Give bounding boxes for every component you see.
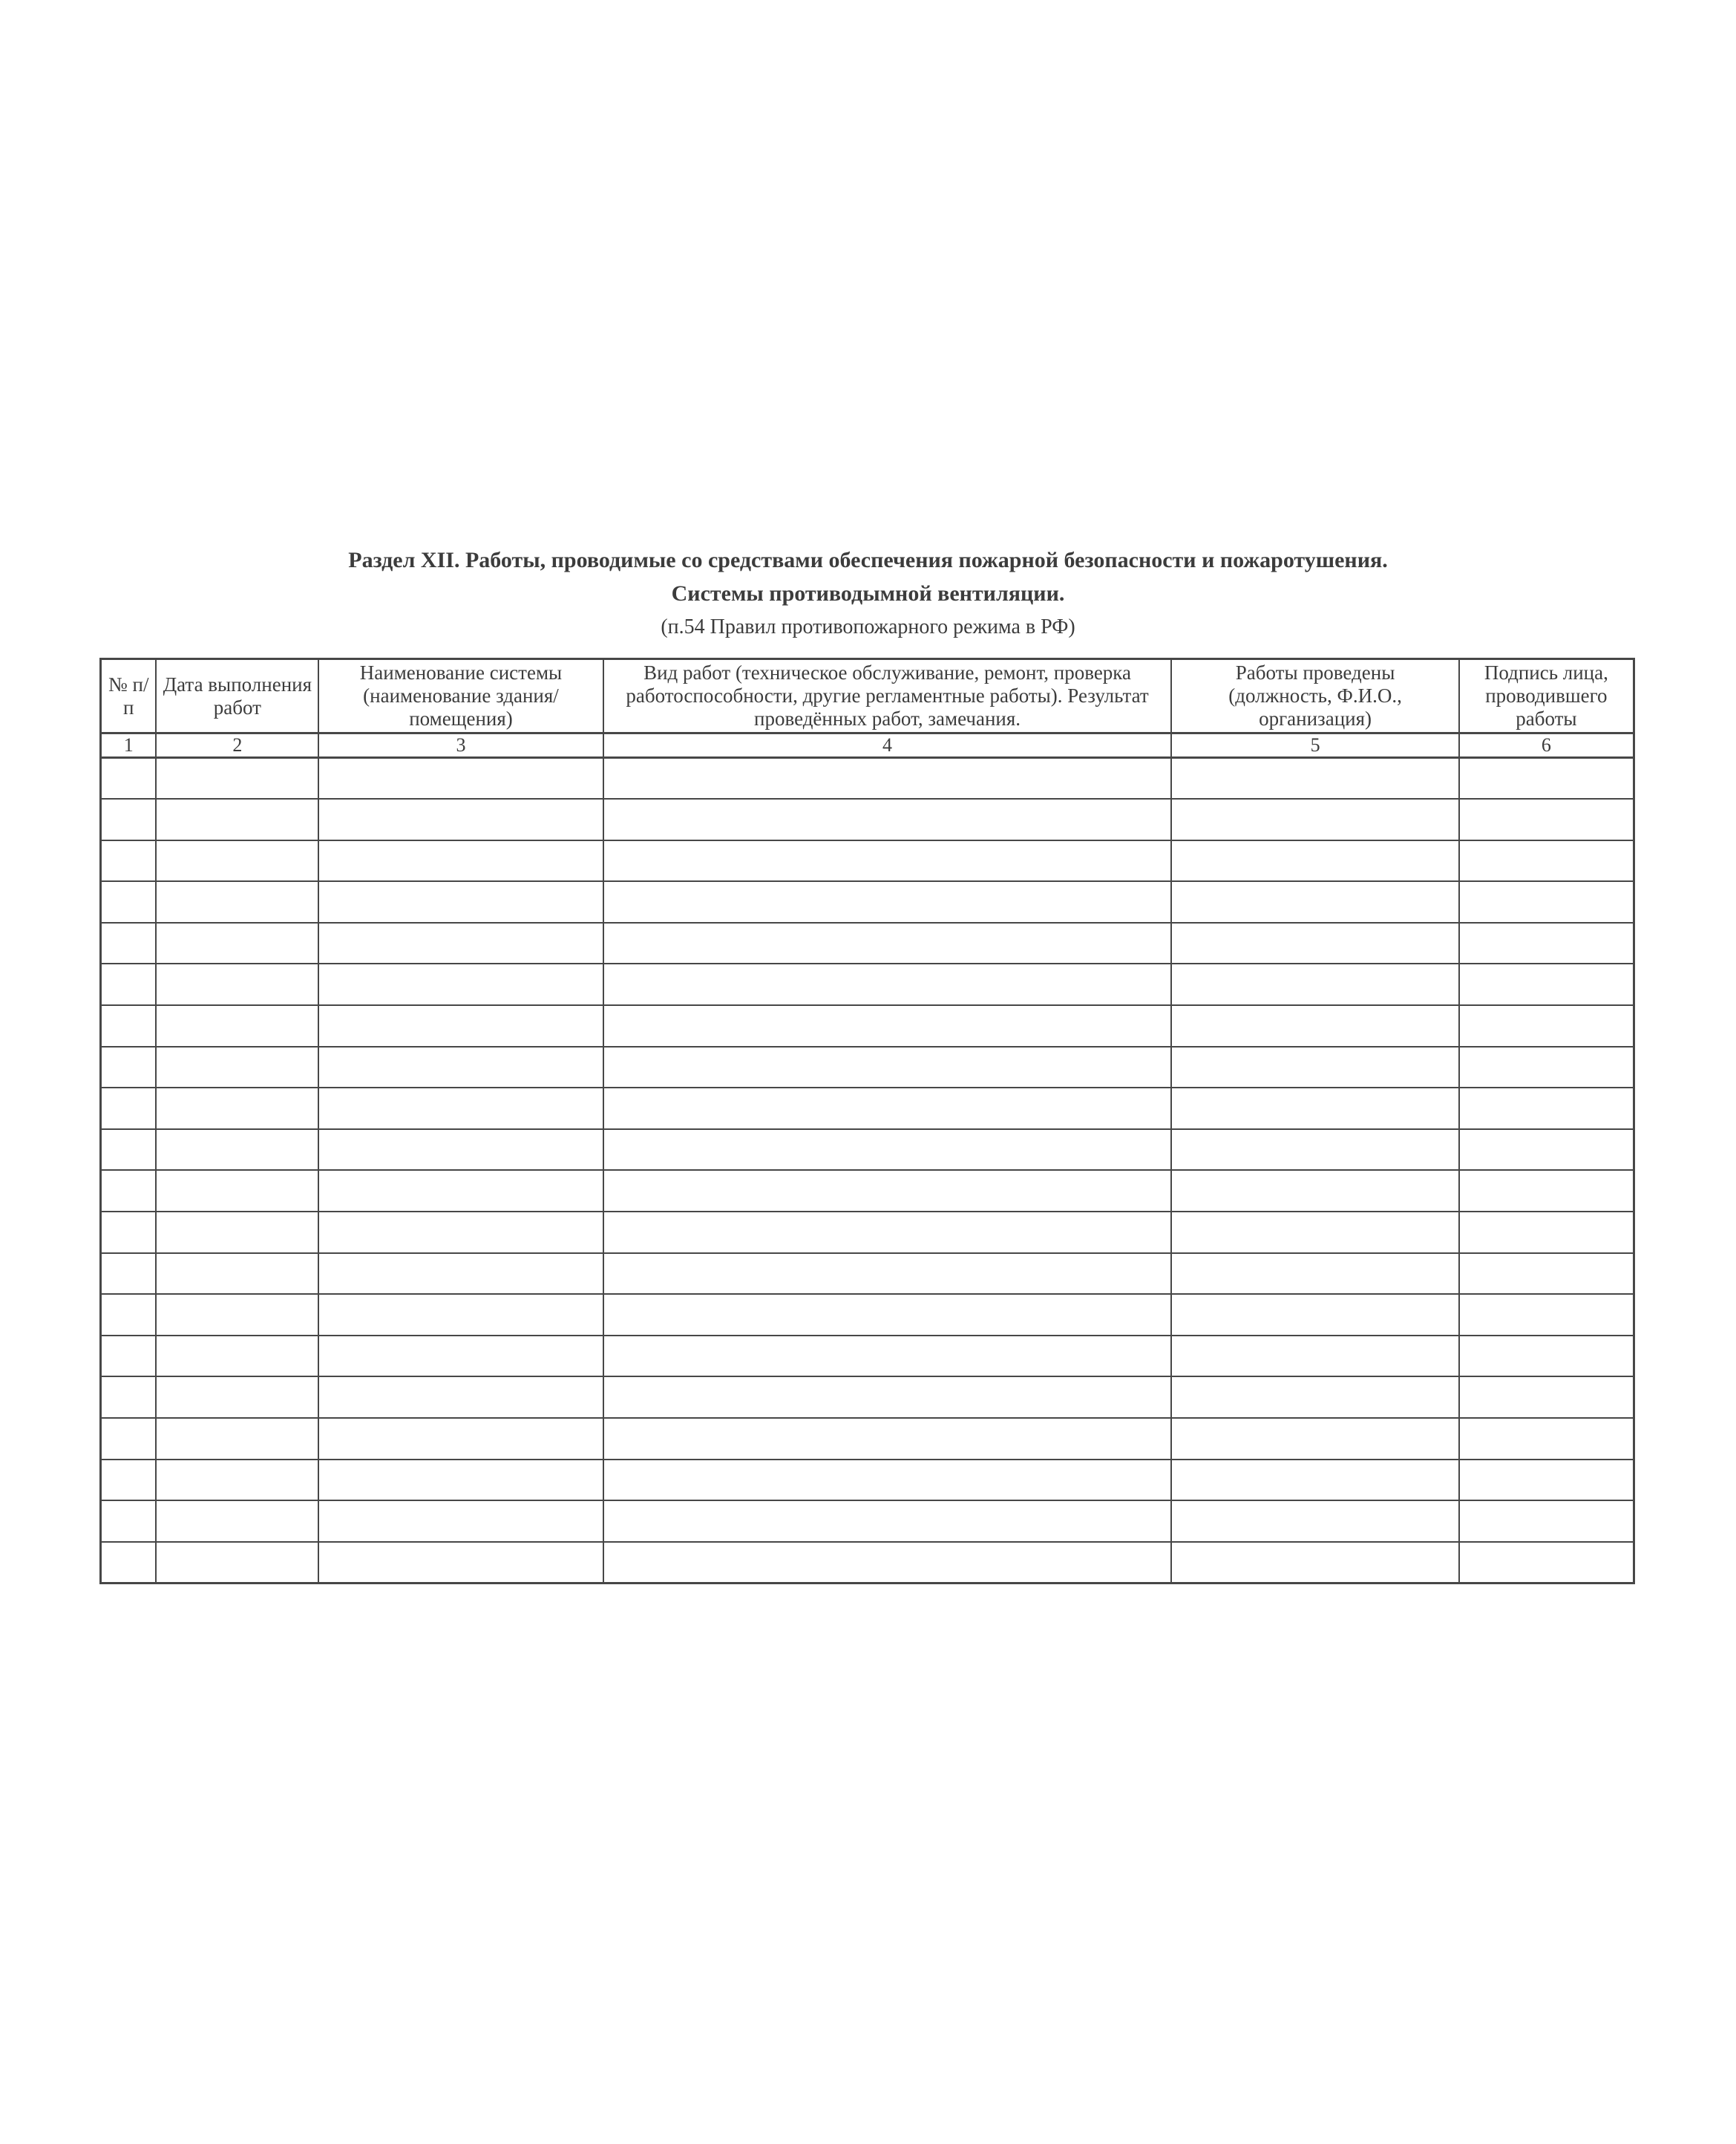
empty-cell	[1459, 1336, 1634, 1377]
empty-cell	[156, 1336, 318, 1377]
column-header-work-type-label: Вид работ (техническое обслуживание, ремонт, проверка работоспособности, другие регламентные работы).	[626, 661, 1131, 707]
column-header-performed-by-label: Работы проведены (должность, Ф.И.О., организация)	[1228, 661, 1402, 730]
empty-cell	[156, 1088, 318, 1129]
empty-cell	[603, 1376, 1172, 1418]
empty-cell	[156, 1294, 318, 1336]
empty-cell	[318, 1500, 603, 1542]
column-number-2: 2	[156, 733, 318, 758]
empty-cell	[101, 1170, 157, 1212]
empty-cell	[1459, 1418, 1634, 1460]
empty-cell	[603, 1088, 1172, 1129]
empty-cell	[318, 799, 603, 840]
empty-cell	[1171, 1294, 1458, 1336]
empty-cell	[318, 964, 603, 1005]
empty-cell	[101, 1253, 157, 1295]
empty-cell	[1459, 1005, 1634, 1047]
empty-cell	[1459, 1500, 1634, 1542]
empty-cell	[1171, 923, 1458, 964]
table-row	[101, 1170, 1634, 1212]
empty-cell	[318, 1047, 603, 1088]
table-row	[101, 1129, 1634, 1171]
empty-cell	[156, 758, 318, 800]
empty-cell	[1171, 1376, 1458, 1418]
empty-cell	[1171, 1047, 1458, 1088]
empty-cell	[156, 840, 318, 882]
empty-cell	[156, 1005, 318, 1047]
empty-cell	[1459, 1047, 1634, 1088]
empty-cell	[1171, 1170, 1458, 1212]
empty-cell	[156, 1376, 318, 1418]
empty-cell	[603, 1047, 1172, 1088]
empty-cell	[318, 1170, 603, 1212]
column-header-date-label: Дата выполнения работ	[163, 673, 312, 719]
column-number-1: 1	[101, 733, 157, 758]
empty-cell	[1171, 964, 1458, 1005]
column-header-work-type	[603, 659, 1172, 733]
empty-cell	[101, 799, 157, 840]
empty-cell	[318, 758, 603, 800]
empty-cell	[1171, 881, 1458, 923]
table-row	[101, 1294, 1634, 1336]
empty-cell	[1171, 1129, 1458, 1171]
column-header-signature-label: Подпись лица, проводившего работы	[1484, 661, 1608, 730]
empty-cell	[156, 799, 318, 840]
empty-cell	[318, 1336, 603, 1377]
empty-cell	[318, 1460, 603, 1501]
column-header-date	[156, 659, 318, 733]
empty-cell	[603, 1336, 1172, 1377]
empty-cell	[101, 881, 157, 923]
empty-cell	[101, 1418, 157, 1460]
empty-cell	[1171, 799, 1458, 840]
empty-cell	[101, 1336, 157, 1377]
section-reference: (п.54 Правил противопожарного режима в РФ)	[661, 615, 1075, 638]
table-row	[101, 1376, 1634, 1418]
empty-cell	[318, 1376, 603, 1418]
empty-cell	[101, 1376, 157, 1418]
empty-cell	[156, 1418, 318, 1460]
empty-cell	[603, 840, 1172, 882]
empty-cell	[318, 1542, 603, 1584]
maintenance-log-table	[99, 658, 1635, 1584]
table-row	[101, 881, 1634, 923]
empty-cell	[603, 1005, 1172, 1047]
empty-cell	[1459, 1294, 1634, 1336]
table-row	[101, 964, 1634, 1005]
empty-cell	[156, 1212, 318, 1253]
header-row	[101, 659, 1634, 733]
empty-cell	[1459, 1542, 1634, 1584]
empty-cell	[1459, 1212, 1634, 1253]
empty-cell	[1171, 1542, 1458, 1584]
table-row	[101, 1418, 1634, 1460]
empty-cell	[1171, 840, 1458, 882]
empty-cell	[603, 1418, 1172, 1460]
empty-cell	[1459, 1253, 1634, 1295]
title-block	[0, 543, 1736, 644]
empty-cell	[318, 923, 603, 964]
empty-cell	[156, 1460, 318, 1501]
empty-cell	[1171, 1418, 1458, 1460]
empty-cell	[603, 1253, 1172, 1295]
empty-cell	[101, 1542, 157, 1584]
empty-cell	[318, 840, 603, 882]
empty-cell	[603, 799, 1172, 840]
empty-cell	[603, 923, 1172, 964]
column-number-6: 6	[1459, 733, 1634, 758]
column-header-signature	[1459, 659, 1634, 733]
empty-cell	[156, 923, 318, 964]
table-header	[101, 659, 1634, 758]
empty-cell	[101, 1500, 157, 1542]
empty-cell	[101, 964, 157, 1005]
empty-cell	[1459, 1088, 1634, 1129]
empty-cell	[1459, 923, 1634, 964]
empty-cell	[156, 1253, 318, 1295]
empty-cell	[603, 1294, 1172, 1336]
empty-cell	[1171, 1212, 1458, 1253]
empty-cell	[156, 1170, 318, 1212]
empty-cell	[101, 1460, 157, 1501]
empty-cell	[1459, 758, 1634, 800]
empty-cell	[318, 1253, 603, 1295]
column-header-performed-by	[1171, 659, 1458, 733]
empty-cell	[1459, 799, 1634, 840]
table-row	[101, 923, 1634, 964]
column-header-work-result-label: Результат проведённых работ, замечания.	[754, 684, 1149, 730]
empty-cell	[1459, 1129, 1634, 1171]
empty-cell	[1459, 1170, 1634, 1212]
empty-cell	[156, 1129, 318, 1171]
table-row	[101, 1500, 1634, 1542]
table-row	[101, 1253, 1634, 1295]
empty-cell	[101, 1129, 157, 1171]
empty-cell	[1171, 1088, 1458, 1129]
empty-cell	[101, 1294, 157, 1336]
empty-cell	[318, 1088, 603, 1129]
column-header-system-name-label: Наименование системы (наименование здания/ помещения)	[359, 661, 563, 730]
empty-cell	[318, 1418, 603, 1460]
table-row	[101, 1460, 1634, 1501]
table-row	[101, 840, 1634, 882]
section-subtitle: Системы противодымной вентиляции.	[671, 581, 1065, 606]
empty-cell	[603, 1500, 1172, 1542]
column-header-number	[101, 659, 157, 733]
empty-cell	[318, 1212, 603, 1253]
table-row	[101, 1047, 1634, 1088]
empty-cell	[603, 881, 1172, 923]
empty-cell	[156, 964, 318, 1005]
empty-cell	[318, 1294, 603, 1336]
empty-cell	[101, 1047, 157, 1088]
empty-cell	[101, 840, 157, 882]
empty-cell	[603, 1129, 1172, 1171]
section-title: Раздел XII. Работы, проводимые со средствами обеспечения пожарной безопасности и пожаротушения.	[348, 548, 1388, 572]
empty-cell	[603, 964, 1172, 1005]
empty-cell	[1459, 1376, 1634, 1418]
empty-cell	[1171, 1253, 1458, 1295]
column-number-5: 5	[1171, 733, 1458, 758]
column-number-3: 3	[318, 733, 603, 758]
column-header-number-label: № п/п	[108, 673, 149, 719]
empty-cell	[1459, 840, 1634, 882]
table-row	[101, 799, 1634, 840]
empty-cell	[101, 1212, 157, 1253]
empty-cell	[1459, 964, 1634, 1005]
empty-cell	[1459, 881, 1634, 923]
empty-cell	[318, 1129, 603, 1171]
empty-cell	[603, 1542, 1172, 1584]
empty-cell	[101, 758, 157, 800]
empty-cell	[156, 1500, 318, 1542]
table-body	[101, 758, 1634, 1584]
empty-cell	[1171, 1336, 1458, 1377]
empty-cell	[603, 1170, 1172, 1212]
empty-cell	[156, 1542, 318, 1584]
empty-cell	[101, 1088, 157, 1129]
column-number-4: 4	[603, 733, 1172, 758]
empty-cell	[101, 1005, 157, 1047]
empty-cell	[603, 1212, 1172, 1253]
empty-cell	[1171, 1460, 1458, 1501]
empty-cell	[156, 1047, 318, 1088]
column-number-row	[101, 733, 1634, 758]
table-row	[101, 758, 1634, 800]
empty-cell	[318, 881, 603, 923]
empty-cell	[318, 1005, 603, 1047]
column-header-system-name	[318, 659, 603, 733]
table-row	[101, 1088, 1634, 1129]
table-row	[101, 1542, 1634, 1584]
empty-cell	[1171, 1500, 1458, 1542]
empty-cell	[1171, 758, 1458, 800]
table-row	[101, 1212, 1634, 1253]
empty-cell	[156, 881, 318, 923]
empty-cell	[101, 923, 157, 964]
empty-cell	[1171, 1005, 1458, 1047]
empty-cell	[603, 758, 1172, 800]
table-row	[101, 1336, 1634, 1377]
empty-cell	[1459, 1460, 1634, 1501]
table-row	[101, 1005, 1634, 1047]
empty-cell	[603, 1460, 1172, 1501]
